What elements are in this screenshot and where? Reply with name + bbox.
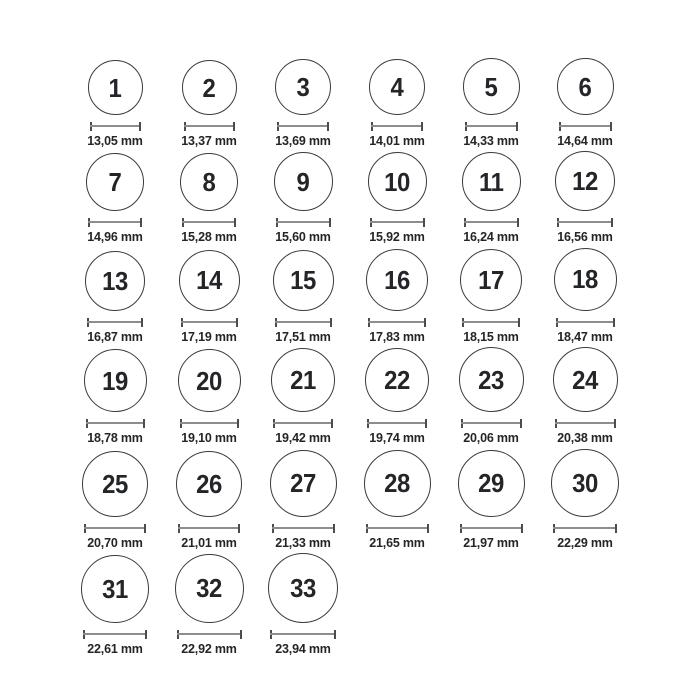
- diameter-label: 19,10 mm: [181, 431, 237, 446]
- diameter-label: 14,64 mm: [557, 134, 613, 148]
- diameter-label: 15,92 mm: [369, 230, 425, 245]
- ring-size-number: 6: [578, 71, 592, 102]
- measure-bar: [273, 422, 333, 424]
- diameter-label: 19,74 mm: [369, 431, 425, 446]
- ring-size-cell: [350, 348, 444, 445]
- ring-size-cell: [256, 450, 350, 550]
- ring-size-number: 12: [572, 166, 598, 197]
- ring-circle: [364, 450, 431, 517]
- ring-size-cell: [350, 152, 444, 244]
- ring-circle: [369, 59, 425, 115]
- ring-size-number: 13: [102, 265, 128, 296]
- diameter-label: 16,24 mm: [463, 230, 519, 245]
- diameter-measure-line: [367, 419, 427, 428]
- ring-size-number: 25: [102, 468, 128, 499]
- diameter-label: 17,83 mm: [369, 329, 425, 344]
- diameter-measure-line: [464, 218, 519, 227]
- ring-size-number: 28: [384, 468, 410, 498]
- measure-bar: [553, 527, 617, 529]
- diameter-measure-line: [181, 318, 238, 327]
- measure-bar: [368, 321, 426, 323]
- ring-circle: [553, 347, 618, 412]
- ring-size-number: 22: [384, 365, 410, 396]
- ring-size-number: 15: [290, 265, 316, 296]
- ring-circle: [270, 450, 337, 517]
- ring-size-number: 24: [572, 364, 598, 395]
- measure-bar: [184, 125, 235, 127]
- ring-circle: [273, 250, 334, 311]
- ring-size-number: 5: [484, 71, 498, 102]
- diameter-measure-line: [273, 419, 333, 428]
- diameter-measure-line: [557, 218, 613, 227]
- ring-circle: [366, 249, 428, 311]
- ring-size-cell: [256, 152, 350, 244]
- diameter-measure-line: [272, 524, 335, 533]
- ring-circle: [274, 152, 333, 211]
- measure-bar: [90, 125, 141, 127]
- ring-circle: [463, 58, 520, 115]
- ring-size-cell: [68, 251, 162, 344]
- measure-bar: [464, 221, 519, 223]
- ring-size-cell: [538, 58, 632, 148]
- ring-size-cell: [350, 249, 444, 344]
- ring-size-number: 27: [290, 468, 316, 498]
- ring-circle: [275, 59, 331, 115]
- diameter-measure-line: [83, 630, 147, 639]
- diameter-measure-line: [370, 218, 425, 227]
- ring-circle: [179, 250, 240, 311]
- diameter-label: 14,01 mm: [369, 134, 425, 148]
- ring-size-cell: [256, 250, 350, 344]
- ring-size-cell: [444, 152, 538, 244]
- ring-size-cell: [162, 349, 256, 445]
- ring-size-cell: [162, 60, 256, 148]
- diameter-measure-line: [559, 122, 612, 131]
- diameter-label: 14,96 mm: [87, 230, 143, 245]
- measure-bar: [182, 221, 236, 223]
- ring-circle: [268, 553, 338, 623]
- diameter-label: 16,87 mm: [87, 329, 143, 344]
- diameter-label: 17,19 mm: [181, 329, 237, 344]
- measure-bar: [270, 633, 336, 635]
- diameter-measure-line: [90, 122, 141, 131]
- ring-size-number: 21: [290, 365, 316, 396]
- diameter-label: 15,60 mm: [275, 230, 331, 245]
- diameter-label: 21,97 mm: [463, 535, 519, 550]
- ring-circle: [180, 153, 238, 211]
- measure-bar: [177, 633, 242, 635]
- ring-circle: [368, 152, 427, 211]
- diameter-measure-line: [270, 630, 336, 639]
- ring-size-cell: [538, 151, 632, 244]
- ring-size-number: 1: [108, 72, 122, 103]
- measure-bar: [178, 527, 240, 529]
- measure-bar: [366, 527, 429, 529]
- ring-size-number: 32: [196, 573, 222, 604]
- ring-size-number: 16: [384, 264, 410, 295]
- diameter-measure-line: [180, 419, 239, 428]
- diameter-measure-line: [465, 122, 518, 131]
- ring-circle: [271, 348, 335, 412]
- ring-circle: [88, 60, 143, 115]
- measure-bar: [181, 321, 238, 323]
- ring-size-number: 10: [384, 166, 410, 197]
- ring-circle: [176, 451, 242, 517]
- measure-bar: [84, 527, 146, 529]
- measure-bar: [275, 321, 332, 323]
- ring-circle: [178, 349, 241, 412]
- ring-circle: [462, 152, 521, 211]
- diameter-label: 20,38 mm: [557, 431, 613, 446]
- diameter-measure-line: [556, 318, 615, 327]
- ring-size-cell: [444, 249, 538, 344]
- measure-bar: [461, 422, 522, 424]
- diameter-label: 19,42 mm: [275, 431, 331, 446]
- ring-size-number: 11: [478, 166, 504, 197]
- diameter-measure-line: [182, 218, 236, 227]
- ring-size-cell: [444, 347, 538, 445]
- diameter-measure-line: [84, 524, 146, 533]
- diameter-measure-line: [277, 122, 329, 131]
- ring-size-cell: [256, 553, 350, 656]
- ring-size-number: 3: [296, 72, 310, 102]
- measure-bar: [86, 422, 145, 424]
- diameter-measure-line: [553, 524, 617, 533]
- diameter-label: 20,06 mm: [463, 431, 519, 446]
- diameter-measure-line: [276, 218, 331, 227]
- ring-size-cell: [162, 554, 256, 656]
- measure-bar: [371, 125, 423, 127]
- ring-size-number: 4: [390, 72, 404, 102]
- diameter-measure-line: [87, 318, 143, 327]
- diameter-label: 21,01 mm: [181, 535, 237, 550]
- ring-size-cell: [162, 451, 256, 550]
- ring-circle: [84, 349, 147, 412]
- diameter-label: 21,33 mm: [275, 535, 331, 550]
- ring-size-number: 7: [108, 167, 122, 198]
- ring-size-number: 26: [196, 468, 222, 499]
- ring-size-number: 19: [102, 365, 128, 396]
- measure-bar: [370, 221, 425, 223]
- measure-bar: [88, 221, 142, 223]
- ring-size-number: 29: [478, 468, 504, 498]
- diameter-label: 22,29 mm: [557, 535, 613, 550]
- measure-bar: [367, 422, 427, 424]
- ring-size-number: 17: [478, 264, 504, 295]
- ring-size-cell: [256, 59, 350, 148]
- ring-circle: [81, 555, 149, 623]
- ring-circle: [175, 554, 244, 623]
- measure-bar: [555, 422, 616, 424]
- measure-bar: [272, 527, 335, 529]
- measure-bar: [276, 221, 331, 223]
- measure-bar: [83, 633, 147, 635]
- measure-bar: [460, 527, 523, 529]
- ring-size-number: 23: [478, 364, 504, 395]
- diameter-measure-line: [366, 524, 429, 533]
- ring-circle: [557, 58, 614, 115]
- diameter-label: 16,56 mm: [557, 230, 613, 245]
- measure-bar: [462, 321, 520, 323]
- diameter-label: 21,65 mm: [369, 535, 425, 550]
- ring-size-cell: [538, 248, 632, 344]
- ring-size-cell: [162, 250, 256, 344]
- diameter-measure-line: [86, 419, 145, 428]
- ring-size-number: 18: [572, 264, 598, 295]
- diameter-label: 17,51 mm: [275, 329, 331, 344]
- ring-circle: [82, 451, 148, 517]
- diameter-measure-line: [184, 122, 235, 131]
- ring-size-cell: [444, 58, 538, 148]
- ring-size-number: 14: [196, 265, 222, 296]
- ring-size-number: 9: [296, 166, 310, 197]
- diameter-measure-line: [462, 318, 520, 327]
- ring-size-number: 30: [572, 467, 598, 498]
- diameter-measure-line: [555, 419, 616, 428]
- diameter-measure-line: [275, 318, 332, 327]
- ring-circle: [551, 449, 619, 517]
- measure-bar: [557, 221, 613, 223]
- ring-circle: [86, 153, 144, 211]
- measure-bar: [556, 321, 615, 323]
- diameter-label: 13,05 mm: [87, 134, 143, 148]
- measure-bar: [87, 321, 143, 323]
- ring-size-cell: [538, 347, 632, 445]
- ring-circle: [182, 60, 237, 115]
- diameter-measure-line: [371, 122, 423, 131]
- diameter-measure-line: [177, 630, 242, 639]
- ring-size-number: 8: [202, 167, 216, 198]
- measure-bar: [180, 422, 239, 424]
- diameter-label: 15,28 mm: [181, 230, 237, 245]
- ring-size-cell: [68, 153, 162, 244]
- diameter-label: 18,78 mm: [87, 431, 143, 446]
- ring-size-number: 33: [290, 572, 316, 603]
- ring-size-cell: [350, 450, 444, 550]
- measure-bar: [465, 125, 518, 127]
- ring-size-cell: [68, 451, 162, 550]
- ring-circle: [459, 347, 524, 412]
- diameter-label: 14,33 mm: [463, 134, 519, 148]
- ring-size-chart: [68, 0, 632, 656]
- diameter-measure-line: [88, 218, 142, 227]
- ring-size-number: 31: [102, 573, 128, 604]
- ring-circle: [555, 151, 615, 211]
- diameter-label: 22,61 mm: [87, 641, 143, 656]
- diameter-measure-line: [460, 524, 523, 533]
- ring-size-cell: [350, 59, 444, 148]
- diameter-measure-line: [461, 419, 522, 428]
- diameter-label: 13,37 mm: [181, 134, 237, 148]
- ring-circle: [365, 348, 429, 412]
- ring-circle: [554, 248, 617, 311]
- ring-circle: [85, 251, 145, 311]
- ring-size-cell: [538, 449, 632, 550]
- ring-size-cell: [256, 348, 350, 445]
- diameter-label: 22,92 mm: [181, 641, 237, 656]
- ring-circle: [458, 450, 525, 517]
- diameter-measure-line: [368, 318, 426, 327]
- measure-bar: [277, 125, 329, 127]
- diameter-label: 18,15 mm: [463, 329, 519, 344]
- diameter-label: 18,47 mm: [557, 329, 613, 344]
- diameter-label: 20,70 mm: [87, 535, 143, 550]
- ring-circle: [460, 249, 522, 311]
- diameter-label: 13,69 mm: [275, 134, 331, 148]
- ring-size-cell: [162, 153, 256, 244]
- diameter-measure-line: [178, 524, 240, 533]
- ring-size-cell: [444, 450, 538, 550]
- ring-size-number: 2: [202, 72, 216, 103]
- ring-size-cell: [68, 349, 162, 445]
- ring-size-number: 20: [196, 365, 222, 396]
- diameter-label: 23,94 mm: [275, 641, 331, 656]
- ring-size-cell: [68, 555, 162, 656]
- measure-bar: [559, 125, 612, 127]
- ring-size-cell: [68, 60, 162, 148]
